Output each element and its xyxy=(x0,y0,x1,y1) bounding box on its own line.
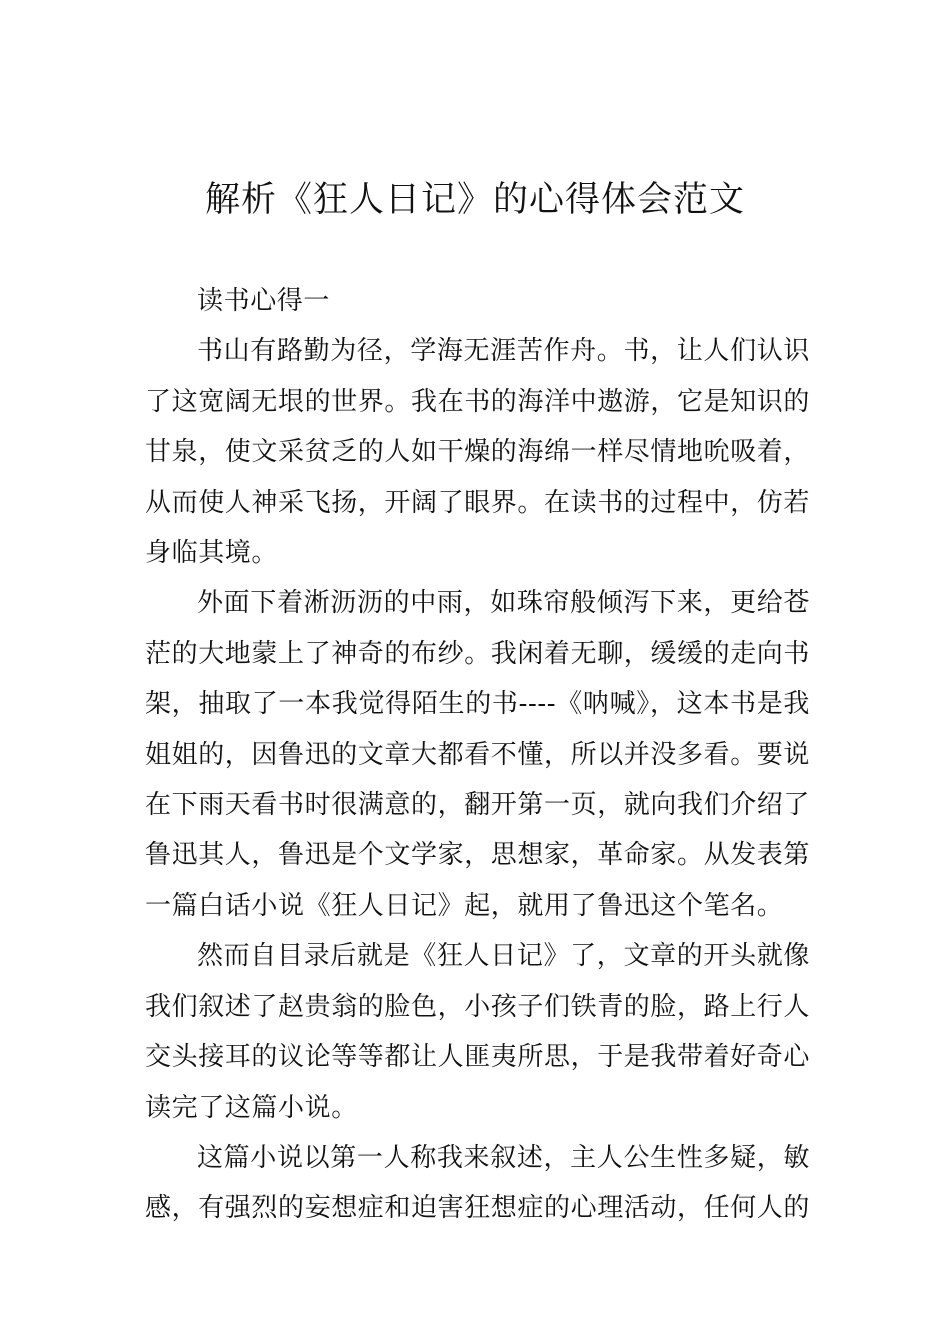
document-title: 解析《狂人日记》的心得体会范文 xyxy=(204,180,745,220)
section-heading: 读书心得一 xyxy=(197,286,331,316)
paragraph: 外面下着淅沥沥的中雨，如珠帘般倾泻下来，更给苍茫的大地蒙上了神奇的布纱。我闲着无聊，缓缓的走向书架，抽取了一本我觉得陌生的书----《呐喊》，这本书是我姐姐的，因鲁迅的文章大都看不懂，所以并没多看。要说在下雨天看书时很满意的，翻开第一页，就向我们介绍了鲁迅其人，鲁迅是个文学家，思想家，革命家。从发表第一篇白话小说《狂人日记》起，就用了鲁迅这个笔名。 xyxy=(145,588,811,921)
paragraph: 这篇小说以第一人称我来叙述，主人公生性多疑，敏感，有强烈的妄想症和迫害狂想症的心理活动，任何人的 xyxy=(145,1142,811,1224)
document-body xyxy=(145,276,810,1234)
paragraph: 书山有路勤为径，学海无涯苦作舟。书，让人们认识了这宽阔无垠的世界。我在书的海洋中遨游，它是知识的甘泉，使文采贫乏的人如干燥的海绵一样尽情地吮吸着，从而使人神采飞扬，开阔了眼界。在读书的过程中，仿若身临其境。 xyxy=(145,336,811,569)
paragraph: 然而自目录后就是《狂人日记》了，文章的开头就像我们叙述了赵贵翁的脸色，小孩子们铁青的脸，路上行人交头接耳的议论等等都让人匪夷所思，于是我带着好奇心读完了这篇小说。 xyxy=(145,941,811,1123)
